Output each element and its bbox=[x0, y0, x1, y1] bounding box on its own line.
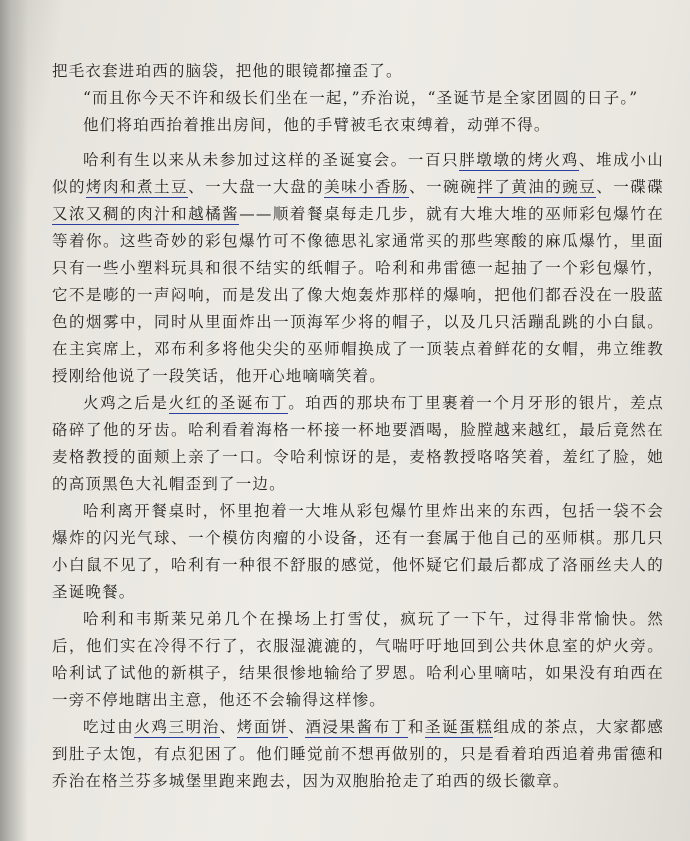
paragraph bbox=[52, 390, 664, 498]
paragraph bbox=[52, 147, 664, 390]
paragraph bbox=[52, 714, 664, 795]
paragraph bbox=[52, 58, 664, 85]
paragraph bbox=[52, 85, 664, 112]
underlined-text: 火红的圣诞布丁 bbox=[168, 394, 289, 412]
underlined-text: 胖墩墩的烤火鸡 bbox=[459, 151, 579, 169]
underlined-text: 拌了黄油的豌豆 bbox=[477, 178, 597, 196]
page-binding-shadow bbox=[0, 0, 28, 841]
text-run: 、 bbox=[219, 718, 237, 736]
text-run: 、 bbox=[288, 718, 306, 736]
paragraph bbox=[52, 498, 664, 606]
text-run: 、堆成小山似的 bbox=[52, 151, 664, 196]
underlined-text: 酒浸果酱布丁 bbox=[305, 718, 408, 736]
text-run: 、一大盘一大盘的 bbox=[188, 178, 325, 196]
underlined-text: 美味小香肠 bbox=[324, 178, 410, 196]
paragraph bbox=[52, 112, 664, 139]
underlined-text: 烤面饼 bbox=[236, 718, 289, 736]
text-run: ——顺着餐桌每走几步，就有大堆大堆的巫师彩包爆竹在等着你。这些奇妙的彩包爆竹可不像德思礼家通常买的那些寒酸的麻瓜爆竹，里面只有一些小塑料玩具和很不结实的纸帽子。哈利和弗雷德一起抽了一个彩包爆竹，它不是嘭的一声闷响，而是发出了像大炮轰炸那样的爆响，把他们都吞没在一股蓝色的烟雾中，同时从里面炸出一顶海军少将的帽子，以及几只活蹦乱跳的小白鼠。在主宾席上，邓布利多将他尖尖的巫师帽换成了一顶装点着鲜花的女帽，弗立维教授刚给他说了一段笑话，他开心地嘀嘀笑着。 bbox=[52, 205, 664, 385]
underlined-text: 又浓又稠的肉汁和越橘酱 bbox=[52, 205, 240, 223]
text-run: 、一碟碟 bbox=[596, 178, 664, 196]
text-run: 他们将珀西抬着推出房间，他的手臂被毛衣束缚着，动弹不得。 bbox=[83, 116, 551, 134]
text-run: 、一碗碗 bbox=[409, 178, 478, 196]
text-run: 吃过由 bbox=[83, 718, 135, 736]
text-run: 把毛衣套进珀西的脑袋，把他的眼镜都撞歪了。 bbox=[52, 62, 403, 80]
text-run: 哈利有生以来从未参加过这样的圣诞宴会。一百只 bbox=[83, 151, 460, 169]
text-run: 和 bbox=[407, 718, 426, 736]
page-text-block bbox=[52, 58, 664, 795]
text-run: 。珀西的那块布丁里裹着一个月牙形的银片，差点硌碎了他的牙齿。哈利看着海格一杯接一杯地要酒喝，脸膛越来越红，最后竟然在麦格教授的面颊上亲了一口。令哈利惊讶的是，麦格教授咯咯笑着，羞红了脸，她的高顶黑色大礼帽歪到了一边。 bbox=[52, 394, 664, 493]
text-run: “而且你今天不许和级长们坐在一起，”乔治说，“圣诞节是全家团圆的日子。” bbox=[83, 89, 639, 107]
underlined-text: 圣诞蛋糕 bbox=[425, 718, 494, 736]
underlined-text: 烤肉和煮土豆 bbox=[86, 178, 189, 196]
paragraph bbox=[52, 606, 664, 714]
text-run: 哈利和韦斯莱兄弟几个在操场上打雪仗，疯玩了一下午，过得非常愉快。然后，他们实在冷得不行了，衣服湿漉漉的，气喘吁吁地回到公共休息室的炉火旁。哈利试了试他的新棋子，结果很惨地输给了罗恩。哈利心里嘀咕，如果没有珀西在一旁不停地瞎出主意，他还不会输得这样惨。 bbox=[52, 610, 664, 709]
text-run: 组成的茶点，大家都感到肚子太饱，有点犯困了。他们睡觉前不想再做别的，只是看着珀西追着弗雷德和乔治在格兰芬多城堡里跑来跑去，因为双胞胎抢走了珀西的级长徽章。 bbox=[52, 718, 665, 790]
text-run: 火鸡之后是 bbox=[83, 394, 169, 412]
text-run: 哈利离开餐桌时，怀里抱着一大堆从彩包爆竹里炸出来的东西，包括一袋不会爆炸的闪光气球、一个模仿肉瘤的小设备，还有一套属于他自己的巫师棋。那几只小白鼠不见了，哈利有一种很不舒服的感觉，他怀疑它们最后都成了洛丽丝夫人的圣诞晚餐。 bbox=[52, 502, 664, 601]
underlined-text: 火鸡三明治 bbox=[134, 718, 220, 736]
